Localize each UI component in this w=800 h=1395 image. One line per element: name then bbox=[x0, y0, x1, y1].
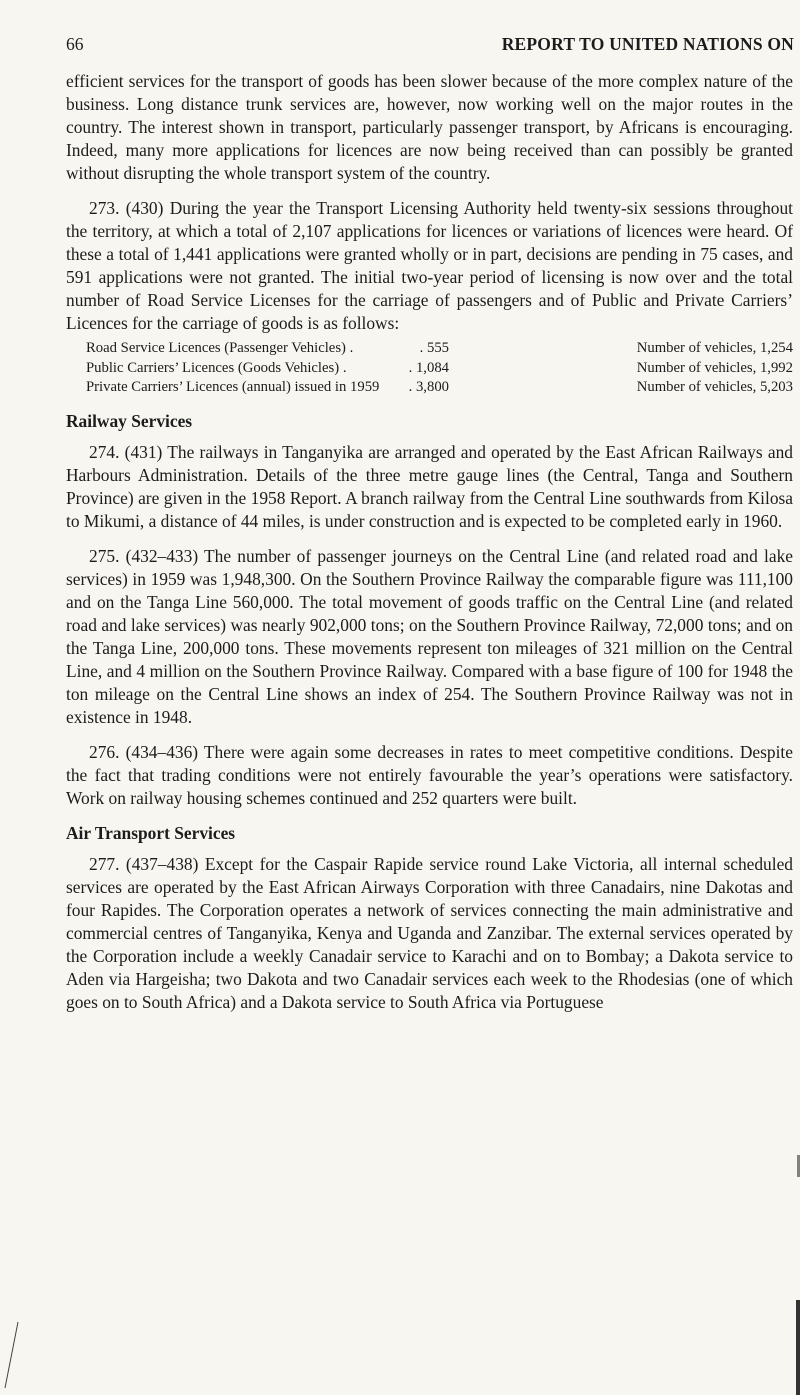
licences-table bbox=[86, 339, 793, 398]
licence-row bbox=[86, 359, 793, 379]
paragraph-277: 277. (437–438) Except for the Caspair Rapide service round Lake Victoria, all internal scheduled services are operated by the East African Airways Corporation with three Canadairs, nine Dakotas and four Rapides. The Corporation operates a network of services connecting the main administrative and commercial centres of Tanganyika, Kenya and Uganda and Zanzibar. The external services operated by the Corporation include a weekly Canadair service to Karachi and on to Bombay; a Dakota service to Aden via Hargeisha; two Dakota and two Canadair services each week to the Rhodesias (one of which goes on to South Africa) and a Dakota service to South Africa via Portuguese bbox=[66, 853, 793, 1012]
licence-row bbox=[86, 339, 793, 359]
paragraph-275: 275. (432–433) The number of passenger journeys on the Central Line (and related road and lake services) in 1959 was 1,948,300. On the Southern Province Railway the comparable figure was 111,100 and on the Tanga Line 560,000. The total movement of goods traffic on the Central Line (and related road and lake services) was nearly 902,000 tons; on the Southern Province Railway, 72,000 tons; and on the Tanga Line, 200,000 tons. These movements represent ton mileages of 321 million on the Central Line, and 4 million on the Southern Province Railway. Compared with a base figure of 100 for 1948 the ton mileage on the Central Line shows an index of 254. The Southern Province Railway was not in existence in 1948. bbox=[66, 545, 793, 727]
licence-count: . 3,800 bbox=[408, 379, 449, 395]
binding-edge-mark bbox=[796, 1300, 800, 1395]
licence-count: . 1,084 bbox=[408, 359, 449, 376]
paragraph-276: 276. (434–436) There were again some decreases in rates to meet competitive conditions. Despite the fact that trading conditions were not entirely favourable the year’s operations were satisfactory. Work on railway housing schemes continued and 252 quarters were built. bbox=[66, 741, 793, 808]
heading-railway-services: Railway Services bbox=[66, 410, 193, 431]
paragraph-273: 273. (430) During the year the Transport Licensing Authority held twenty-six sessions throughout the territory, at which a total of 2,107 applications for licences or variations of licences were heard. Of these a total of 1,441 applications were granted wholly or in part, decisions are pending in 75 cases, and 591 applications were not granted. The initial two-year period of licensing is now over and the total number of Road Service Licenses for the carriage of passengers and of Public and Private Carriers’ Licences for the carriage of goods is as follows: bbox=[66, 198, 793, 333]
licence-type: Public Carriers’ Licences (Goods Vehicles) . bbox=[86, 359, 347, 376]
licence-count: . 555 bbox=[419, 340, 449, 356]
paragraph-274: 274. (431) The railways in Tanganyika are arranged and operated by the East African Railways and Harbours Administration. Details of the three metre gauge lines (the Central, Tanga and Southern Province) are given in the 1958 Report. A branch railway from the Central Line southwards from Kilosa to Mikumi, a distance of 44 miles, is under construction and is expected to be completed early in 1960. bbox=[66, 441, 793, 531]
running-head bbox=[66, 34, 794, 58]
licence-type: Private Carriers’ Licences (annual) issued in 1959 bbox=[86, 379, 380, 395]
licence-vehicles: Number of vehicles, 5,203 bbox=[636, 379, 793, 395]
page-number: 66 bbox=[66, 34, 84, 54]
licence-row bbox=[86, 378, 793, 398]
page-body bbox=[66, 70, 793, 1014]
licence-vehicles: Number of vehicles, 1,254 bbox=[636, 340, 793, 356]
header-title: REPORT TO UNITED NATIONS ON bbox=[501, 34, 794, 54]
paragraph-intro: efficient services for the transport of goods has been slower because of the more complex nature of the business. Long distance trunk services are, however, now working well on the major routes in the country. The interest shown in transport, particularly passenger transport, by Africans is encouraging. Indeed, many more applications for licences are now being received than can possibly be granted without disrupting the whole transport system of the country. bbox=[66, 71, 793, 183]
licence-type: Road Service Licences (Passenger Vehicles) . bbox=[86, 340, 354, 356]
stray-pen-mark bbox=[4, 1320, 20, 1390]
heading-air-transport-services: Air Transport Services bbox=[66, 822, 236, 843]
licence-vehicles: Number of vehicles, 1,992 bbox=[636, 359, 793, 376]
